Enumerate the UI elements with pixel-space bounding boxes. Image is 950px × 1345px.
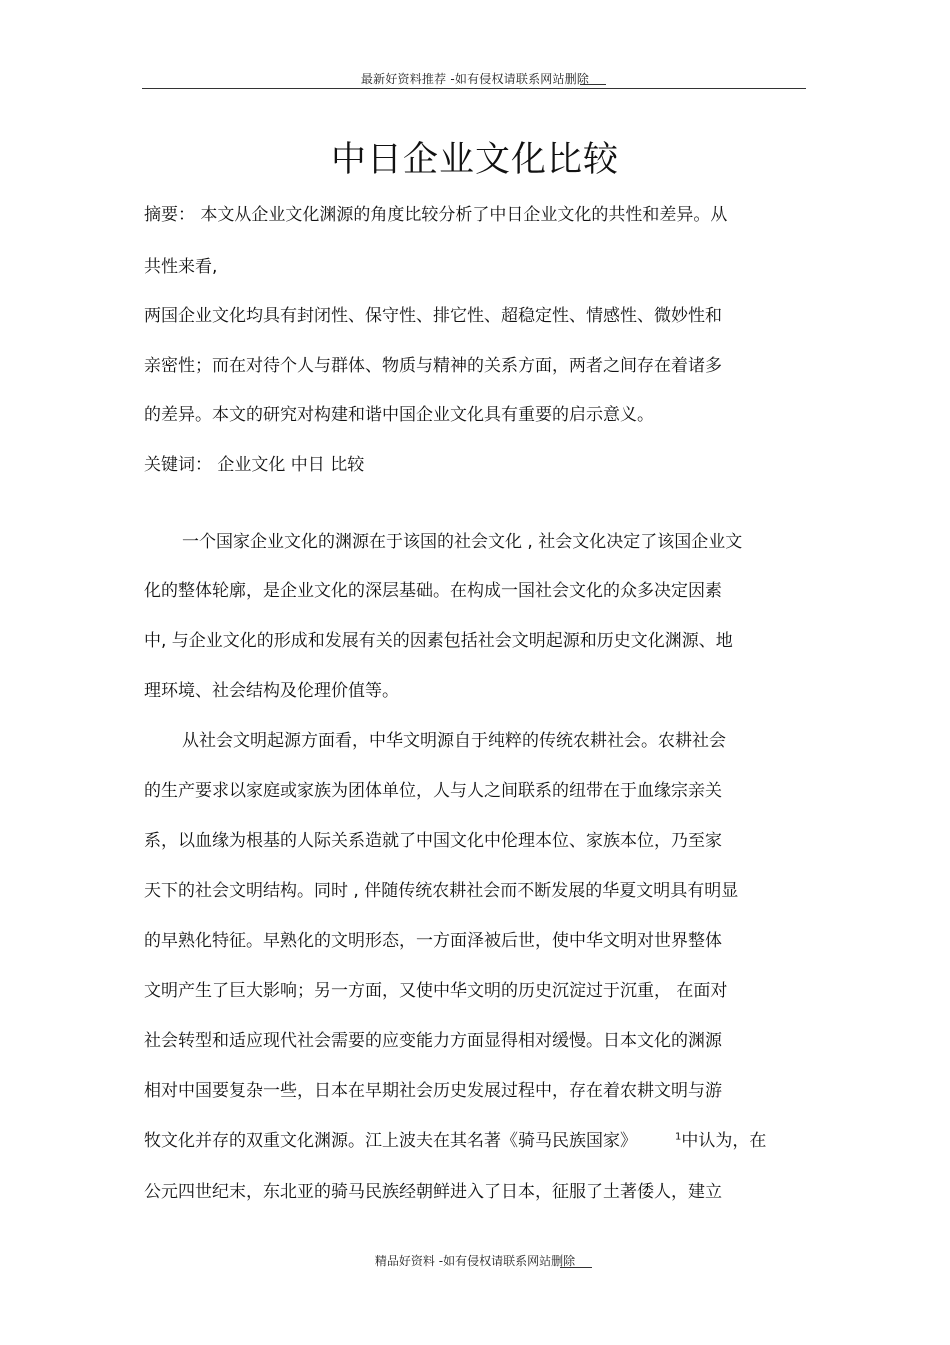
paragraph-line: 理环境、社会结构及伦理价值等。 [144,681,399,701]
paragraph-line: 的早熟化特征。早熟化的文明形态，一方面泽被后世，使中华文明对世界整体 [144,931,722,951]
header-rule [142,88,806,89]
page-header: 最新好资料推荐 -如有侵权请联系网站删除 [360,72,590,86]
abstract-line: 摘要： 本文从企业文化渊源的角度比较分析了中日企业文化的共性和差异。从 [144,205,728,225]
paragraph-line: 相对中国要复杂一些，日本在早期社会历史发展过程中，存在着农耕文明与游 [144,1081,722,1101]
paragraph-line [144,1129,766,1153]
paragraph-line: 系，以血缘为根基的人际关系造就了中国文化中伦理本位、家族本位，乃至家 [144,831,722,851]
paragraph-line: 从社会文明起源方面看，中华文明源自于纯粹的传统农耕社会。农耕社会 [182,731,726,751]
paragraph-line: 社会转型和适应现代社会需要的应变能力方面显得相对缓慢。日本文化的渊源 [144,1031,722,1051]
page-footer: 精品好资料 -如有侵权请联系网站删除 [374,1254,576,1268]
document-title: 中日企业文化比较 [330,140,619,180]
abstract-line: 两国企业文化均具有封闭性、保守性、排它性、超稳定性、情感性、微妙性和 [144,306,722,326]
paragraph-line: 一个国家企业文化的渊源在于该国的社会文化 , 社会文化决定了该国企业文 [182,532,743,552]
abstract-line: 亲密性；而在对待个人与群体、物质与精神的关系方面，两者之间存在着诸多 [144,356,722,376]
footer-underline [560,1267,592,1268]
paragraph-text: 牧文化并存的双重文化渊源。江上波夫在其名著《骑马民族国家》 [144,1131,637,1151]
paragraph-line: 天下的社会文明结构。同时 , 伴随传统农耕社会而不断发展的华夏文明具有明显 [144,881,739,901]
paragraph-line: 文明产生了巨大影响；另一方面，又使中华文明的历史沉淀过于沉重， 在面对 [144,981,728,1001]
paragraph-line: 化的整体轮廓，是企业文化的深层基础。在构成一国社会文化的众多决定因素 [144,581,722,601]
abstract-line: 的差异。本文的研究对构建和谐中国企业文化具有重要的启示意义。 [144,405,654,425]
abstract-line: 共性来看, [144,257,218,277]
paragraph-line: 公元四世纪末，东北亚的骑马民族经朝鲜进入了日本，征服了土著倭人，建立 [144,1182,722,1202]
paragraph-line: 的生产要求以家庭或家族为团体单位，人与人之间联系的纽带在于血缘宗亲关 [144,781,722,801]
header-underline [580,84,606,85]
keywords-line: 关键词： 企业文化 中日 比较 [144,455,365,475]
paragraph-line: 中, 与企业文化的形成和发展有关的因素包括社会文明起源和历史文化渊源、地 [144,631,733,651]
footnote-marker: 1 [675,1131,682,1143]
paragraph-text: 中认为，在 [681,1131,767,1151]
